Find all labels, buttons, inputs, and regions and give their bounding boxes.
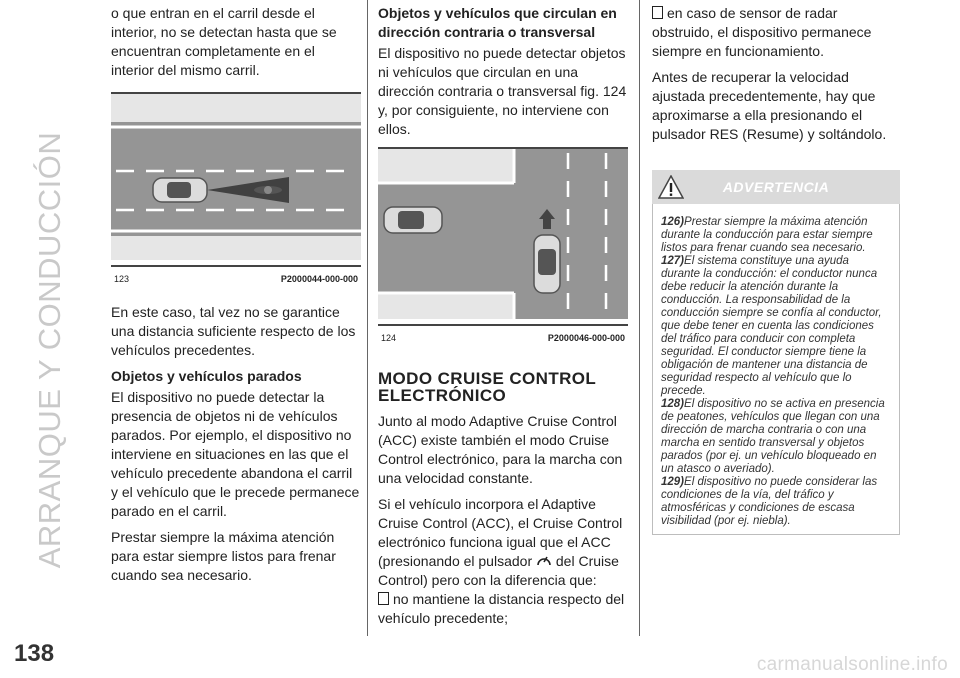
- paragraph-part: Si el vehículo incorpora el Adaptive Cruise Control (ACC), el Cruise Control electrónico funciona igual que el ACC (presionando el pulsador: [378, 496, 623, 569]
- figure-caption: [378, 329, 628, 348]
- checkbox-bullet-icon: [378, 592, 389, 605]
- warning-item: 127)El sistema constituye una ayuda durante la conducción: el conductor nunca debe reducir la atención durante la conducción. La responsabilidad de la conducción siempre se confía al conductor, que debe tener en cuenta las condiciones del tráfico para conducir con completa seguridad. El conductor siempre tiene la obligación de mantener una distancia de seguridad respecto al vehículo que lo precede.: [661, 255, 882, 397]
- warning-item: 126)Prestar siempre la máxima atención durante la conducción para estar siempre listos para frenar cuando sea necesario.: [661, 216, 873, 254]
- page-number: 138: [14, 640, 55, 667]
- road-illustration-124: [378, 149, 628, 319]
- column-3: [652, 0, 900, 678]
- figure-number: 124: [381, 333, 397, 343]
- figure-bottom-rule: [378, 324, 628, 326]
- paragraph: Prestar siempre la máxima atención para estar siempre listos para frenar cuando sea necesario.: [111, 529, 336, 583]
- warning-item: 129)El dispositivo no puede considerar las condiciones de la vía, del tráfico y atmosféricas y condiciones de escasa visibilidad (por ej. niebla).: [661, 476, 878, 527]
- chapter-side-title: ARRANQUE Y CONDUCCIÓN: [32, 131, 67, 569]
- subheading: Objetos y vehículos que circulan en dirección contraria o transversal: [378, 5, 617, 40]
- subheading: Objetos y vehículos parados: [111, 368, 302, 384]
- figure-number: 123: [114, 274, 130, 284]
- cruise-control-button-icon: [536, 553, 552, 567]
- column-divider: [639, 0, 640, 636]
- watermark: carmanualsonline.info: [756, 654, 948, 675]
- column-1: [111, 0, 361, 678]
- paragraph: [378, 495, 628, 590]
- figure-code: P2000046-000-000: [547, 333, 625, 343]
- figure-124: [378, 147, 628, 348]
- warning-triangle-icon: [658, 175, 684, 199]
- paragraph-part: del Cruise Control) pero con la diferencia que:: [378, 553, 619, 588]
- warning-item: 128)El dispositivo no se activa en presencia de peatones, vehículos que llegan con una dirección de marcha contraria o con una marcha en sentido transversal y objetos parados (por ej. un vehículo bloqueado en un atasco o averiado).: [661, 398, 885, 475]
- paragraph: Antes de recuperar la velocidad ajustada precedentemente, hay que aproximarse a ella presionando el pulsador RES (Resume) y soltándolo.: [652, 69, 887, 142]
- bullet-item: [652, 4, 900, 61]
- bullet-text: no mantiene la distancia respecto del vehículo precedente;: [378, 591, 625, 626]
- figure-code: P2000044-000-000: [280, 274, 358, 284]
- warning-body: [652, 204, 900, 535]
- warning-header: [652, 170, 900, 204]
- motorcycle-icon: [254, 186, 282, 194]
- road-illustration-123: [111, 94, 361, 260]
- car-icon: [153, 178, 207, 202]
- section-title: MODO CRUISE CONTROL ELECTRÓNICO: [378, 369, 596, 405]
- column-divider: [367, 0, 368, 636]
- car-icon: [534, 235, 560, 293]
- paragraph: Junto al modo Adaptive Cruise Control (ACC) existe también el modo Cruise Control electrónico, para la marcha con una velocidad constante.: [378, 413, 623, 486]
- figure-123: [111, 92, 361, 289]
- bullet-text: en caso de sensor de radar obstruido, el dispositivo permanece siempre en funcionamiento.: [652, 5, 872, 59]
- paragraph: o que entran en el carril desde el interior, no se detectan hasta que se encuentran completamente en el interior del mismo carril.: [111, 5, 337, 78]
- paragraph: El dispositivo no puede detectar objetos ni vehículos que circulan en una dirección contraria o transversal fig. 124 y, por consiguiente, no interviene con ellos.: [378, 45, 627, 137]
- warning-title: ADVERTENCIA: [722, 178, 830, 195]
- figure-caption: [111, 270, 361, 289]
- figure-bottom-rule: [111, 265, 361, 267]
- paragraph: En este caso, tal vez no se garantice una distancia suficiente respecto de los vehículos precedentes.: [111, 304, 356, 358]
- column-2: [378, 0, 628, 678]
- paragraph: El dispositivo no puede detectar la presencia de objetos ni de vehículos parados. Por ejemplo, el dispositivo no interviene en situaciones en las que el vehículo precedente abandona el carril y el vehículo que le precede permanece parado en el carril.: [111, 389, 360, 519]
- checkbox-bullet-icon: [652, 6, 663, 19]
- car-icon: [384, 207, 442, 233]
- bullet-item: [378, 590, 628, 628]
